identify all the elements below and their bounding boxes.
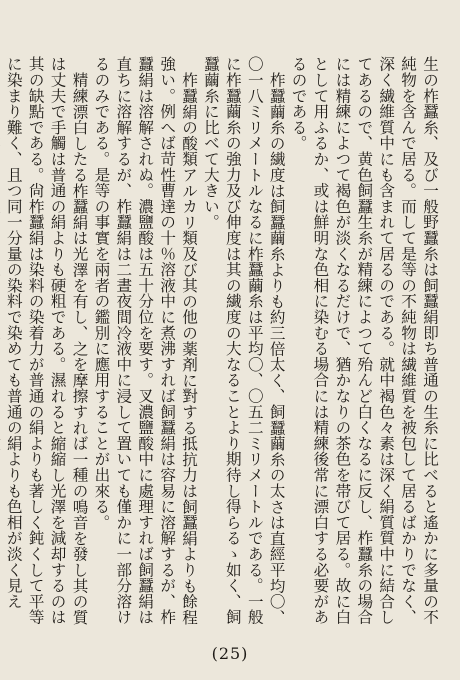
paragraph: 柞蠶繭糸の繊度は飼蠶繭糸よりも約三倍太く、飼蠶繭糸の太さは直經平均〇、〇一八ミリメートルなるに柞蠶繭糸は平均〇、〇五二ミリメートルである。一般に柞蠶繭糸の強力及び伸度は其の繊度の大なることより期待し得らるゝ如く、飼蠶繭糸に比べて大きい。	[201, 56, 286, 625]
paragraph: 生の柞蠶糸、及び一般野蠶糸は飼蠶絹即ち普通の生糸に比べると遙かに多量の不純物を含んで居る。而して是等の不純物は繊維質を被包して居るばかりでなく、深く繊維質中にも含まれて居るのである。就中褐色々素は深く絹質質中に結合してあるので、黄色飼蠶生糸が精練によつて殆んど白くなるに反し、柞蠶糸の場合には精練によつて褐色が淡くなるだけで、猶かなりの茶色を帯びて居る。故に白として用ふるか、或は鮮明な色相に染むる場合には精練後常に漂白する必要があるのである。	[289, 56, 439, 625]
body-text	[4, 56, 440, 628]
page-number: (25)	[211, 644, 249, 663]
paragraph: 精練漂白したる柞蠶絹は光澤を有し、之を摩擦すれば一種の鳴音を發し其の質は丈夫で手觸は普通の絹よりも硬粗である。濕れると縮縮し光澤を減却するのは其の缺點である。尙柞蠶絹は染料の染着力が普通の絹よりも著しく鈍くして平等に染まり難く、且つ同一分量の染料で染めても普通の絹よりも色相が淡く見え	[4, 56, 89, 625]
paragraph: 柞蠶絹の酸類アルカリ類及び其の他の薬剤に對する抵抗力は飼蠶絹よりも餘程強い。例へば苛性曹達の十％溶液中に煮沸すれば飼蠶絹は容易に溶解するが、柞蠶絹は溶解されぬ。濃鹽酸は五十分位を要す。叉濃鹽酸中に處理すれば飼蠶絹は直ちに溶解するが、柞蠶絹は二晝夜間冷液中に浸して置いても僅かに一部分溶けるのみである。是等の事實を兩者の鑑別に應用することが出來る。	[92, 56, 199, 625]
